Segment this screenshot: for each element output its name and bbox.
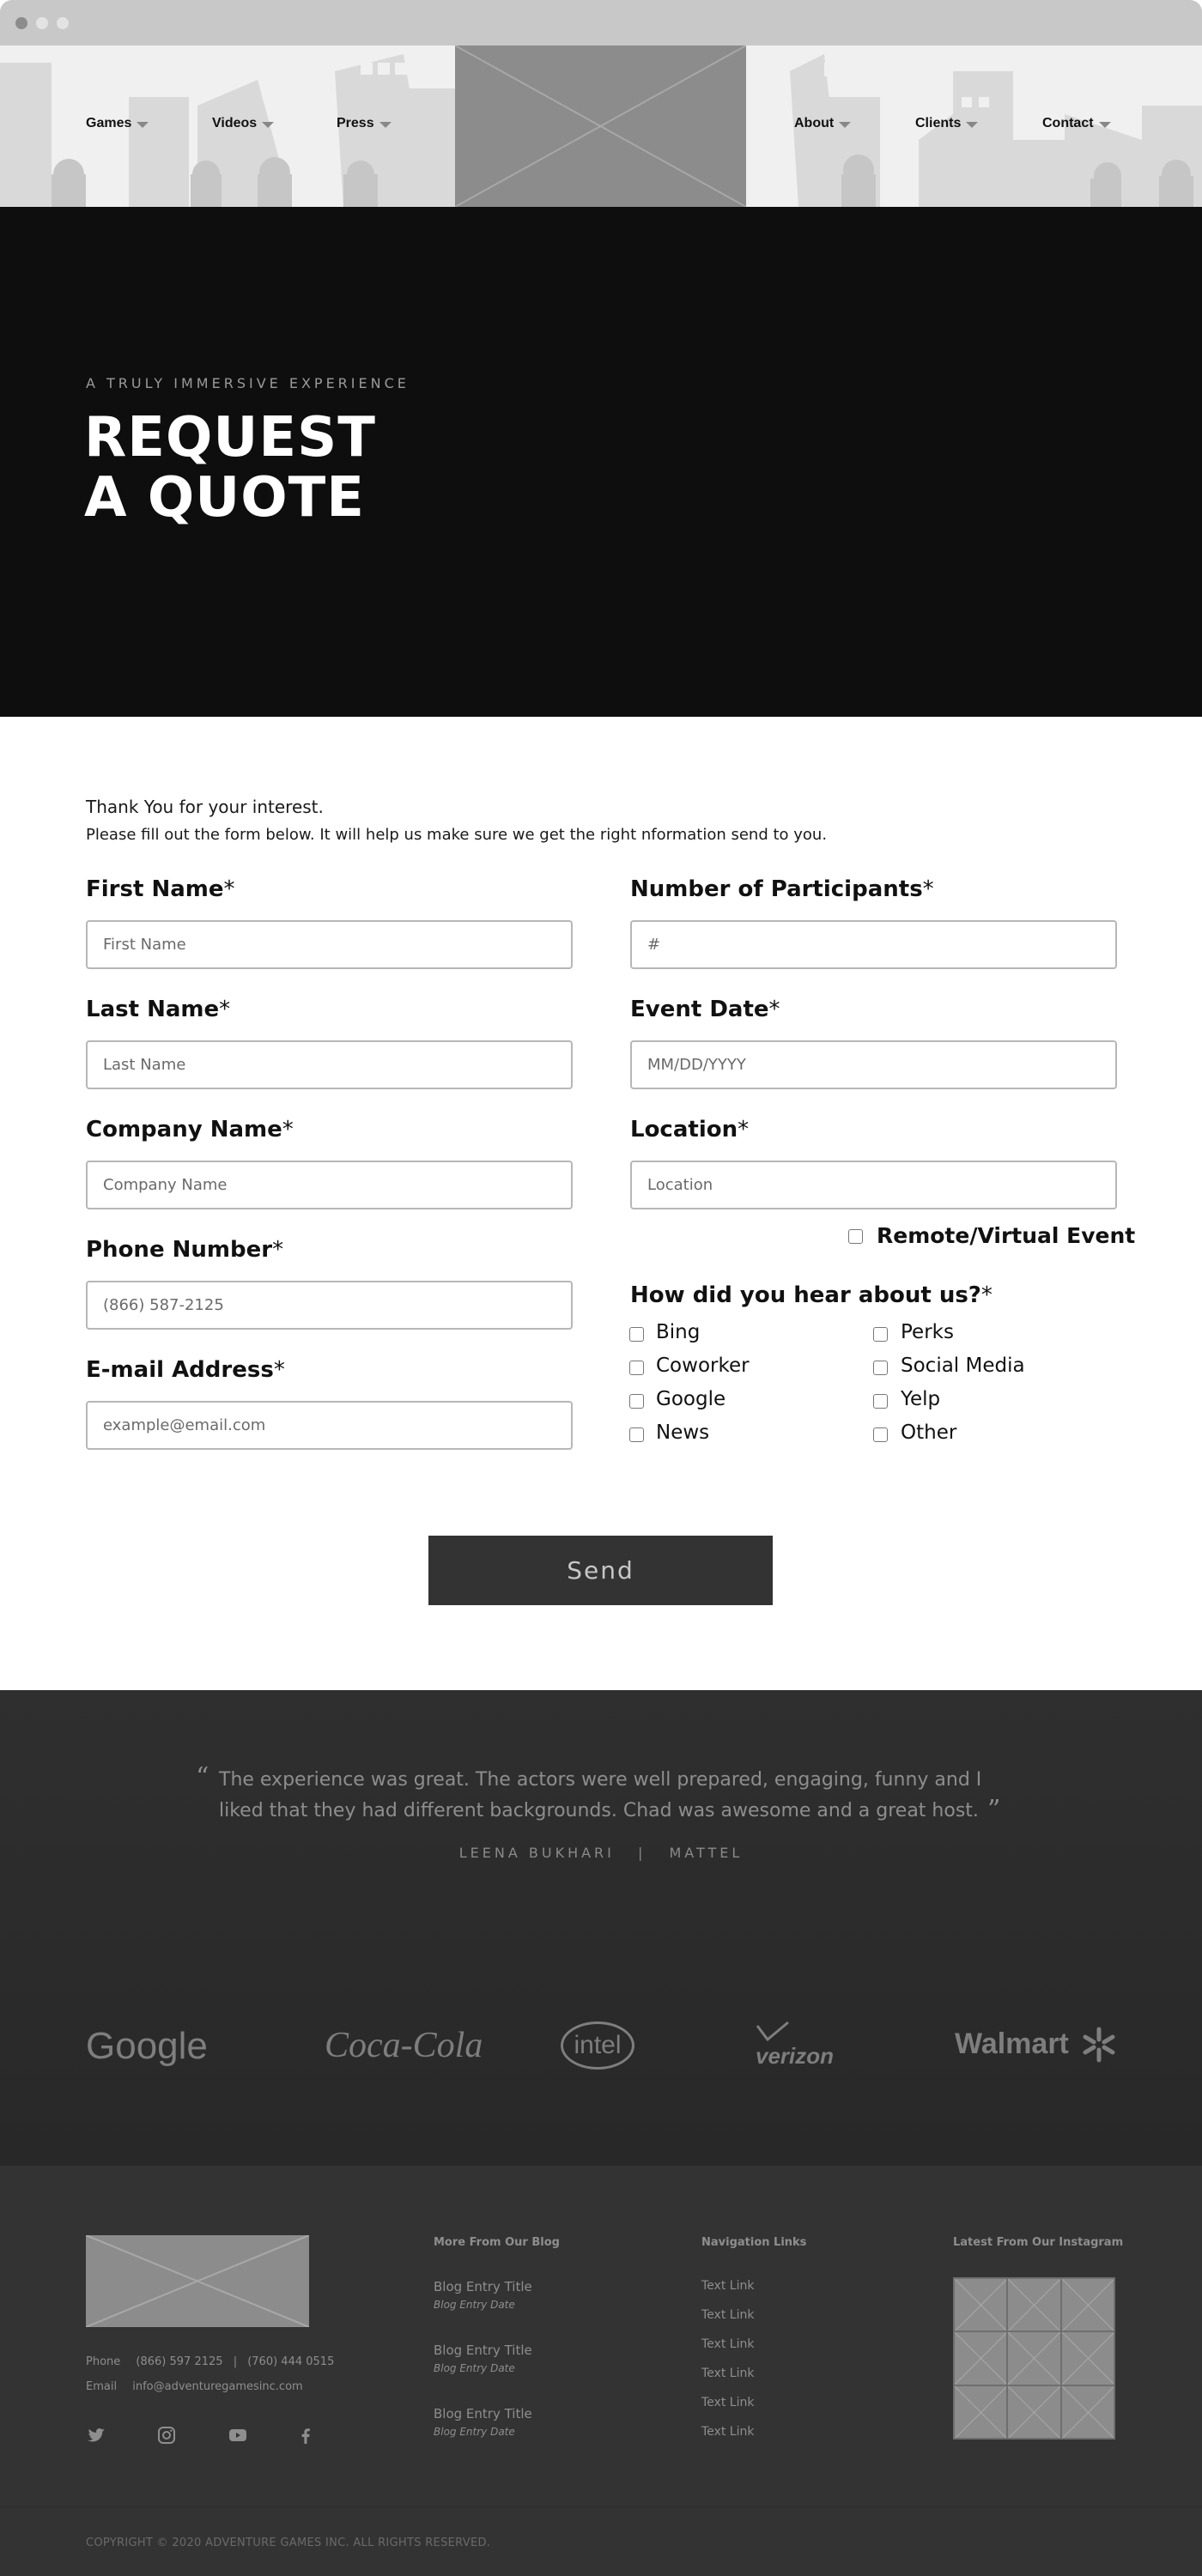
browser-chrome xyxy=(0,0,1202,45)
footer-email xyxy=(86,2380,303,2393)
page-title xyxy=(84,408,376,528)
nav-contact[interactable] xyxy=(1042,116,1111,131)
checkbox-google[interactable] xyxy=(629,1394,644,1409)
image-placeholder-icon xyxy=(1008,2332,1059,2384)
brand-logo-google: Google xyxy=(86,2025,208,2067)
chevron-down-icon xyxy=(262,122,274,128)
first-name-label xyxy=(86,876,234,902)
footer-nav-link[interactable]: Text Link xyxy=(701,2279,755,2293)
checkbox-coworker[interactable] xyxy=(629,1361,644,1375)
nav-links-heading: Navigation Links xyxy=(701,2236,807,2249)
close-quote-mark: ” xyxy=(987,1795,1001,1825)
image-placeholder-icon xyxy=(1008,2279,1059,2331)
location-label-text: Location xyxy=(630,1117,738,1143)
phone-number-label xyxy=(86,1237,283,1263)
instagram-thumbnail[interactable] xyxy=(1062,2279,1114,2331)
remote-event-checkbox[interactable] xyxy=(848,1229,863,1244)
brand-logo-verizon xyxy=(752,2021,838,2072)
facebook-icon[interactable] xyxy=(295,2425,316,2446)
location-label xyxy=(630,1117,749,1143)
checkbox-label-yelp: Yelp xyxy=(901,1388,941,1410)
footer-nav-link[interactable]: Text Link xyxy=(701,2367,755,2380)
testimonial-section xyxy=(0,1690,1202,2166)
checkbox-label-news: News xyxy=(656,1421,710,1444)
footer-email-label: Email xyxy=(86,2380,118,2393)
brand-logo-intel xyxy=(561,2021,634,2070)
blog-entry-date: Blog Entry Date xyxy=(434,2299,515,2311)
nav-contact-label: Contact xyxy=(1042,116,1094,130)
image-placeholder-icon xyxy=(1062,2332,1114,2384)
footer-phone-2[interactable]: (760) 444 0515 xyxy=(247,2355,335,2368)
heard-about-label-text: How did you hear about us? xyxy=(630,1282,981,1308)
footer-nav-link[interactable]: Text Link xyxy=(701,2425,755,2439)
blog-entry-title[interactable]: Blog Entry Title xyxy=(434,2406,532,2421)
checkbox-other[interactable] xyxy=(873,1427,888,1442)
page-title-line2: A QUOTE xyxy=(84,466,365,530)
checkbox-label-bing: Bing xyxy=(656,1321,701,1343)
chevron-down-icon xyxy=(839,122,851,128)
company-name-input[interactable] xyxy=(86,1161,573,1209)
first-name-label-text: First Name xyxy=(86,876,224,902)
required-asterisk: * xyxy=(282,1117,294,1143)
company-name-label xyxy=(86,1117,294,1143)
blog-entry-title[interactable]: Blog Entry Title xyxy=(434,2279,532,2294)
footer-phone-label: Phone xyxy=(86,2355,121,2368)
brand-logo-coca-cola: Coca-Cola xyxy=(325,2026,483,2065)
testimonial-quote: The experience was great. The actors were well prepared, engaging, funny and I liked that they had different backgrounds. Chad was awesome and a great host. xyxy=(219,1769,982,1821)
email-input[interactable] xyxy=(86,1401,573,1450)
footer-phone-separator: | xyxy=(233,2355,238,2368)
instagram-icon[interactable] xyxy=(156,2425,177,2446)
send-button[interactable]: Send xyxy=(428,1536,773,1605)
checkbox-label-perks: Perks xyxy=(901,1321,954,1343)
copyright-text: COPYRIGHT © 2020 ADVENTURE GAMES INC. ALL RIGHTS RESERVED. xyxy=(86,2537,491,2549)
youtube-icon[interactable] xyxy=(228,2425,248,2446)
window-maximize-dot[interactable] xyxy=(57,17,69,29)
event-date-label xyxy=(630,997,780,1022)
nav-videos-label: Videos xyxy=(212,116,258,130)
attribution-separator: | xyxy=(637,1845,647,1861)
instagram-thumbnail[interactable] xyxy=(1062,2386,1114,2438)
event-date-label-text: Event Date xyxy=(630,997,769,1022)
site-header xyxy=(0,45,1202,207)
instagram-thumbnail[interactable] xyxy=(955,2386,1006,2438)
instagram-thumbnail[interactable] xyxy=(1008,2386,1059,2438)
twitter-icon[interactable] xyxy=(86,2425,106,2446)
checkbox-label-coworker: Coworker xyxy=(656,1355,750,1377)
heard-about-label xyxy=(630,1282,993,1308)
instagram-grid xyxy=(953,2277,1115,2440)
required-asterisk: * xyxy=(738,1117,750,1143)
image-placeholder-icon xyxy=(86,2235,309,2327)
checkbox-news[interactable] xyxy=(629,1427,644,1442)
intro-instructions: Please fill out the form below. It will help us make sure we get the right nformation send to you. xyxy=(86,826,828,844)
brand-logo-walmart-text: Walmart xyxy=(955,2027,1069,2060)
image-placeholder-icon xyxy=(955,2279,1006,2331)
instagram-thumbnail[interactable] xyxy=(955,2279,1006,2331)
participants-input[interactable] xyxy=(630,920,1117,969)
hero-eyebrow: A TRULY IMMERSIVE EXPERIENCE xyxy=(86,375,410,391)
testimonial-company: MATTEL xyxy=(669,1845,744,1861)
site-logo-placeholder[interactable] xyxy=(455,45,746,207)
nav-clients[interactable] xyxy=(915,116,978,131)
required-asterisk: * xyxy=(272,1237,284,1263)
brand-logo-walmart xyxy=(955,2027,1118,2065)
instagram-thumbnail[interactable] xyxy=(955,2332,1006,2384)
image-placeholder-icon xyxy=(1008,2386,1059,2438)
image-placeholder-icon xyxy=(955,2332,1006,2384)
site-footer xyxy=(0,2166,1202,2576)
instagram-heading: Latest From Our Instagram xyxy=(953,2236,1124,2249)
image-placeholder-icon xyxy=(455,45,746,207)
testimonial-author: LEENA BUKHARI xyxy=(458,1845,615,1861)
testimonial-attribution xyxy=(0,1845,1202,1861)
chevron-down-icon xyxy=(137,122,149,128)
last-name-label xyxy=(86,997,230,1022)
brand-logo-verizon-text: verizon xyxy=(756,2043,835,2069)
checkbox-perks[interactable] xyxy=(873,1327,888,1342)
chevron-down-icon xyxy=(379,122,392,128)
intro-thanks: Thank You for your interest. xyxy=(86,797,324,817)
footer-phone-1[interactable]: (866) 597 2125 xyxy=(136,2355,223,2368)
nav-press[interactable] xyxy=(337,116,392,131)
blog-entry-title[interactable]: Blog Entry Title xyxy=(434,2343,532,2358)
nav-clients-label: Clients xyxy=(915,116,962,130)
footer-divider xyxy=(0,2506,1202,2507)
required-asterisk: * xyxy=(219,997,231,1022)
required-asterisk: * xyxy=(273,1357,285,1383)
walmart-spark-icon xyxy=(1080,2026,1118,2064)
last-name-label-text: Last Name xyxy=(86,997,220,1022)
instagram-thumbnail[interactable] xyxy=(1008,2279,1059,2331)
nav-about[interactable] xyxy=(794,116,851,131)
first-name-input[interactable] xyxy=(86,920,573,969)
checkbox-yelp[interactable] xyxy=(873,1394,888,1409)
page-title-line1: REQUEST xyxy=(84,406,376,470)
blog-heading: More From Our Blog xyxy=(434,2236,560,2249)
brand-logo-intel-text: intel xyxy=(574,2031,622,2059)
instagram-thumbnail[interactable] xyxy=(1062,2332,1114,2384)
verizon-check-icon xyxy=(756,2021,790,2043)
instagram-thumbnail[interactable] xyxy=(1008,2332,1059,2384)
checkbox-label-other: Other xyxy=(901,1421,957,1444)
chevron-down-icon xyxy=(966,122,978,128)
footer-nav-link[interactable]: Text Link xyxy=(701,2337,755,2351)
window-close-dot[interactable] xyxy=(15,17,27,29)
required-asterisk: * xyxy=(768,997,780,1022)
image-placeholder-icon xyxy=(1062,2279,1114,2331)
email-label xyxy=(86,1357,285,1383)
last-name-input[interactable] xyxy=(86,1040,573,1089)
remote-event-label: Remote/Virtual Event xyxy=(877,1223,1136,1248)
footer-nav-link[interactable]: Text Link xyxy=(701,2396,755,2409)
location-input[interactable] xyxy=(630,1161,1117,1209)
required-asterisk: * xyxy=(922,876,934,902)
image-placeholder-icon xyxy=(1062,2386,1114,2438)
company-name-label-text: Company Name xyxy=(86,1117,282,1143)
event-date-input[interactable] xyxy=(630,1040,1117,1089)
nav-about-label: About xyxy=(794,116,835,130)
checkbox-social-media[interactable] xyxy=(873,1361,888,1375)
email-label-text: E-mail Address xyxy=(86,1357,274,1383)
footer-logo-placeholder[interactable] xyxy=(86,2235,309,2327)
chevron-down-icon xyxy=(1099,122,1111,128)
required-asterisk: * xyxy=(223,876,235,902)
phone-number-input[interactable] xyxy=(86,1281,573,1330)
checkbox-label-google: Google xyxy=(656,1388,726,1410)
footer-email-address[interactable]: info@adventuregamesinc.com xyxy=(132,2380,303,2393)
window-minimize-dot[interactable] xyxy=(36,17,48,29)
phone-number-label-text: Phone Number xyxy=(86,1237,273,1263)
nav-games-label: Games xyxy=(86,116,132,130)
nav-games[interactable] xyxy=(86,116,149,131)
footer-nav-link[interactable]: Text Link xyxy=(701,2308,755,2322)
checkbox-bing[interactable] xyxy=(629,1327,644,1342)
image-placeholder-icon xyxy=(955,2386,1006,2438)
checkbox-label-social-media: Social Media xyxy=(901,1355,1025,1377)
participants-label-text: Number of Participants xyxy=(630,876,923,902)
hero-banner xyxy=(0,207,1202,717)
nav-videos[interactable] xyxy=(212,116,274,131)
blog-entry-date: Blog Entry Date xyxy=(434,2426,515,2438)
open-quote-mark: “ xyxy=(196,1762,209,1792)
nav-press-label: Press xyxy=(337,116,374,130)
required-asterisk: * xyxy=(980,1282,993,1308)
blog-entry-date: Blog Entry Date xyxy=(434,2362,515,2374)
footer-phone xyxy=(86,2355,334,2368)
participants-label xyxy=(630,876,934,902)
